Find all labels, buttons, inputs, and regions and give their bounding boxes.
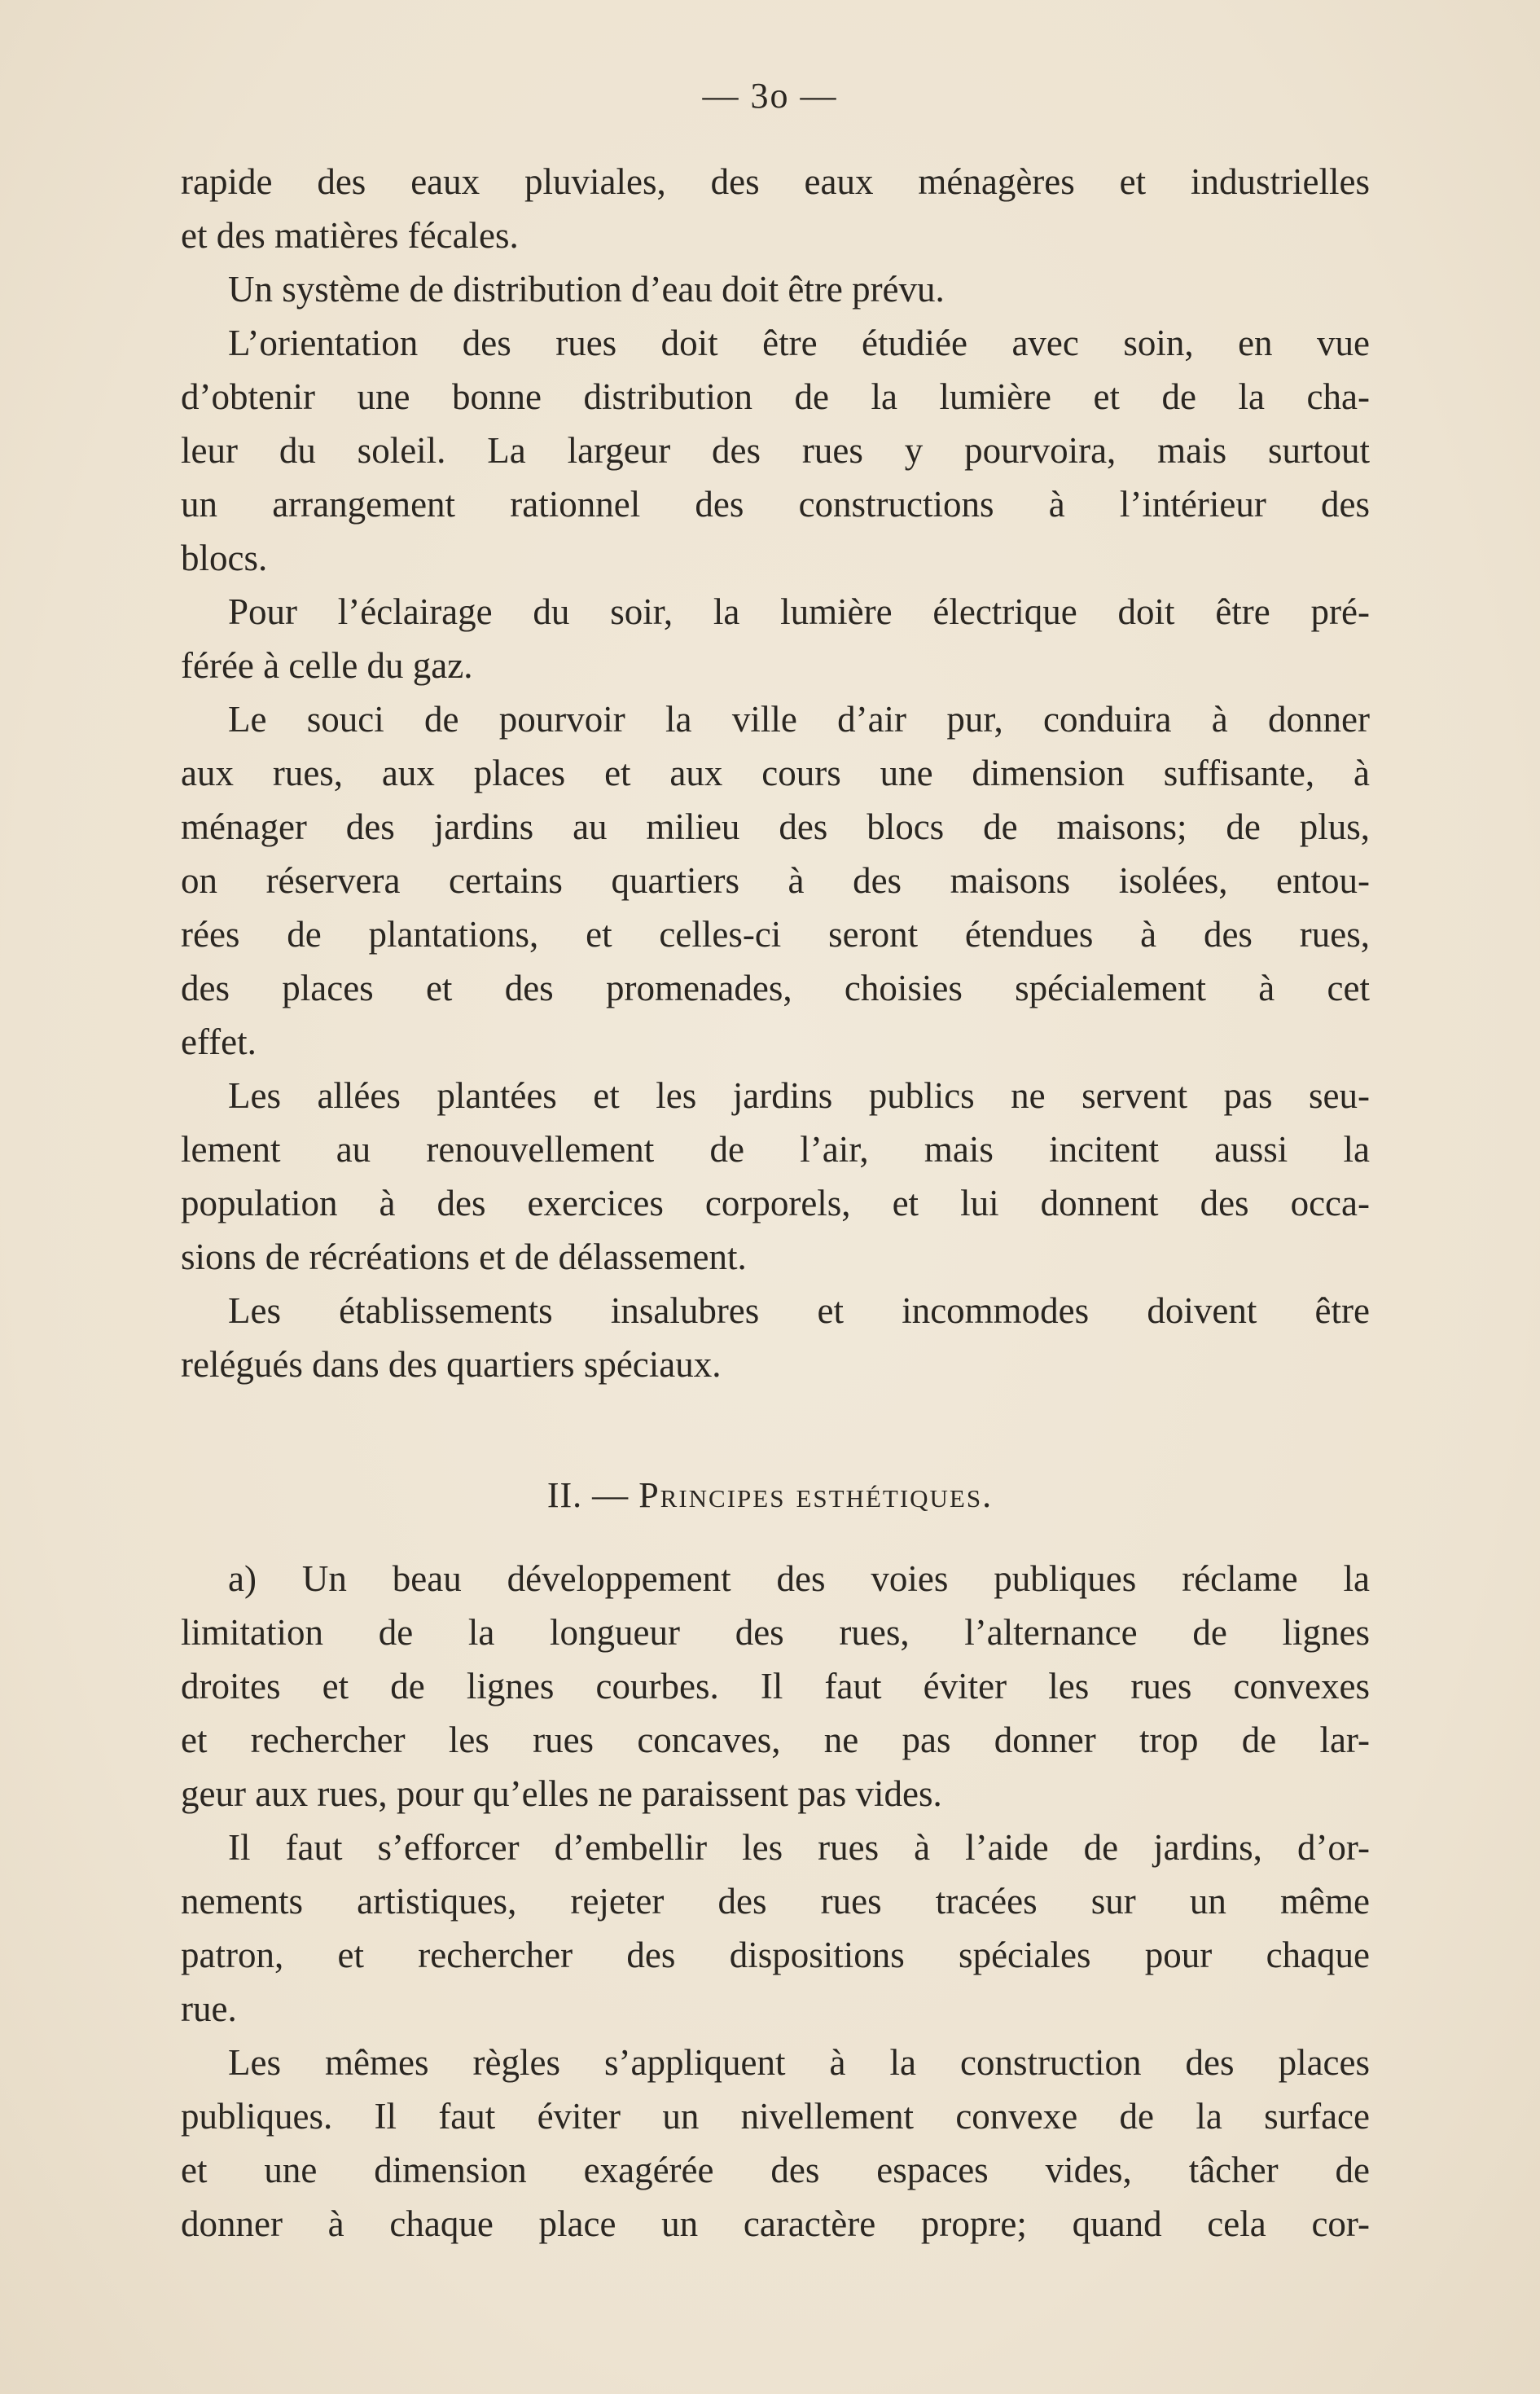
page-number: — 3o — bbox=[702, 76, 838, 116]
text-line: férée à celle du gaz. bbox=[181, 645, 473, 686]
text-line: Les établissements insalubres et incommodes doivent être bbox=[228, 1290, 1370, 1331]
text-line: Les allées plantées et les jardins publics ne servent pas seu- bbox=[228, 1075, 1370, 1116]
text-line: Un système de distribution d’eau doit être prévu. bbox=[228, 269, 945, 310]
text-line: Il faut s’efforcer d’embellir les rues à l’aide de jardins, d’or- bbox=[228, 1827, 1370, 1868]
text-line: blocs. bbox=[181, 538, 268, 578]
text-line: et une dimension exagérée des espaces vides, tâcher de bbox=[181, 2150, 1370, 2190]
text-line: on réservera certains quartiers à des maisons isolées, entou- bbox=[181, 860, 1370, 901]
text-line: et des matières fécales. bbox=[181, 215, 519, 256]
text-line: leur du soleil. La largeur des rues y pourvoira, mais surtout bbox=[181, 430, 1370, 471]
text-line: limitation de la longueur des rues, l’alternance de lignes bbox=[181, 1612, 1370, 1653]
text-line: effet. bbox=[181, 1021, 257, 1062]
body-text-top bbox=[181, 155, 1370, 1391]
text-line: patron, et rechercher des dispositions spéciales pour chaque bbox=[181, 1935, 1370, 1975]
text-line: Le souci de pourvoir la ville d’air pur, conduira à donner bbox=[228, 699, 1370, 740]
text-line: publiques. Il faut éviter un nivellement convexe de la surface bbox=[181, 2096, 1370, 2137]
text-line: droites et de lignes courbes. Il faut éviter les rues convexes bbox=[181, 1666, 1370, 1707]
section-title: Principes esthétiques. bbox=[638, 1475, 994, 1515]
text-line: sions de récréations et de délassement. bbox=[181, 1237, 747, 1277]
text-line: rées de plantations, et celles-ci seront étendues à des rues, bbox=[181, 914, 1370, 955]
text-line: d’obtenir une bonne distribution de la lumière et de la cha- bbox=[181, 376, 1370, 417]
text-line: rue. bbox=[181, 1988, 237, 2029]
text-line: des places et des promenades, choisies spécialement à cet bbox=[181, 968, 1370, 1008]
text-line: lement au renouvellement de l’air, mais incitent aussi la bbox=[181, 1129, 1370, 1170]
text-line: aux rues, aux places et aux cours une dimension suffisante, à bbox=[181, 753, 1370, 793]
text-line: un arrangement rationnel des constructions à l’intérieur des bbox=[181, 484, 1370, 525]
text-line: ménager des jardins au milieu des blocs de maisons; de plus, bbox=[181, 806, 1370, 847]
text-line: Pour l’éclairage du soir, la lumière électrique doit être pré- bbox=[228, 591, 1370, 632]
text-line: nements artistiques, rejeter des rues tracées sur un même bbox=[181, 1881, 1370, 1922]
text-line: donner à chaque place un caractère propre; quand cela cor- bbox=[181, 2203, 1370, 2244]
text-line: et rechercher les rues concaves, ne pas donner trop de lar- bbox=[181, 1720, 1370, 1760]
text-line: Les mêmes règles s’appliquent à la construction des places bbox=[228, 2042, 1370, 2083]
text-line: relégués dans des quartiers spéciaux. bbox=[181, 1344, 722, 1385]
text-line: population à des exercices corporels, et lui donnent des occa- bbox=[181, 1183, 1370, 1223]
section-number: II. — bbox=[546, 1475, 630, 1515]
text-line: geur aux rues, pour qu’elles ne paraissent pas vides. bbox=[181, 1773, 942, 1814]
text-line: a) Un beau développement des voies publiques réclame la bbox=[228, 1558, 1370, 1599]
section-heading bbox=[0, 1474, 1540, 1516]
text-line: rapide des eaux pluviales, des eaux ménagères et industrielles bbox=[181, 161, 1370, 202]
body-text-bottom bbox=[181, 1552, 1370, 2251]
text-line: L’orientation des rues doit être étudiée avec soin, en vue bbox=[228, 323, 1370, 363]
